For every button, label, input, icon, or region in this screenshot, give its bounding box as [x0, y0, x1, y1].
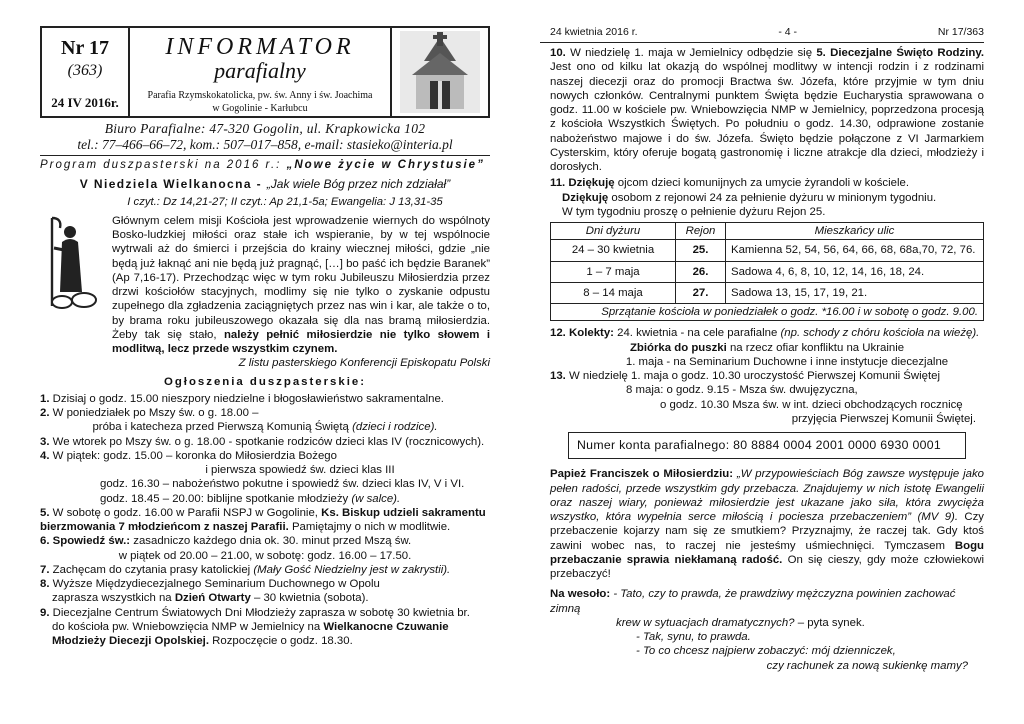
col-days: Dni dyżuru	[551, 223, 676, 240]
item-12: 12. Kolekty: 24. kwietnia - na cele parafialne (np. schody z chóru kościoła na wieżę).	[550, 327, 980, 340]
cell-days: 1 – 7 maja	[551, 261, 676, 282]
announcement-9-l3: Młodzieży Diecezji Opolskiej. Rozpoczęcie o godz. 18.30.	[52, 635, 353, 648]
bank-account: Numer konta parafialnego: 80 8884 0004 2001 0000 6930 0001	[568, 432, 966, 459]
item-11: 11. Dziękuję ojcom dzieci komunijnych za umycie żyrandoli w kościele.	[550, 177, 909, 190]
cell-days: 8 – 14 maja	[551, 282, 676, 303]
sunday-title: V Niedziela Wielkanocna - „Jak wiele Bóg przez nich zdziałał”	[79, 176, 451, 191]
joke-l3: - Tak, synu, to prawda.	[636, 631, 751, 644]
readings: I czyt.: Dz 14,21-27; II czyt.: Ap 21,1-5a; Ewangelia: J 13,31-35	[127, 195, 443, 208]
col-streets: Mieszkańcy ulic	[726, 223, 984, 240]
issue-number: Nr 17	[61, 37, 109, 59]
item-10: 10. W niedzielę 1. maja w Jemielnicy odbędzie się 5. Diecezjalne Święto Rodziny. Jest ono od kilku lat okazją do wspólnej modlitwy w intencji rodzin i z rodzinami naszej diecezji oraz do promocji Bractwa św. Józefa, które przyjmie w tym dniu nowych członków. Centralnymi punktem Święta będzie Eucharystia sprawowana o godz. 11.00 w kościele pw. Wniebowzięcia NMP w Jemielnicy, poprzedzona procesją z kościoła Wszystkich Świętych. Po południu o godz. 14.30, odprawione zostanie nabożeństwo majowe i do św. Józefa. Święto będzie połączone z VI Jarmarkiem Cysterskim, który oferuje bogatą gastronomię i liczne atrakcje dla dzieci, młodzieży i dorosłych.	[550, 47, 984, 174]
cell-streets: Sadowa 13, 15, 17, 19, 21.	[726, 282, 984, 303]
announcement-7: 7. Zachęcam do czytania prasy katolickiej (Mały Gość Niedzielny jest w zakrystii).	[40, 563, 451, 576]
item-13-l2: 8 maja: o godz. 9.15 - Msza św. dwujęzyczna,	[626, 384, 858, 397]
newsletter-subtitle: parafialny	[214, 58, 306, 83]
cleaning-note: Sprzątanie kościoła w poniedziałek o godz. *16.00 i w sobotę o godz. 9.00.	[551, 304, 984, 321]
cell-streets: Kamienna 52, 54, 56, 64, 66, 68, 68a,70, 72, 76.	[726, 240, 984, 261]
parish-name: Parafia Rzymskokatolicka, pw. św. Anny i św. Joachima w Gogolinie - Karłubcu	[147, 90, 373, 114]
intro-text: Głównym celem misji Kościoła jest wprowadzenie wiernych do wspólnoty Bosko-ludzkiej miłości oraz stałe ich wspieranie, by w tej wspólnocie wytrwali aż do śmierci i przejścia do krainy wiecznej miłości, gdzie „nie będą już łaknąć ani nie będą już pragnąć, […] bo paść ich będzie Baranek” (Ap 7,16-17). Przechodząc więc w tym roku Jubileuszu Miłosierdzia przez drzwi kościołów stacyjnych, modlimy się nie tylko o zyskanie odpustu zupełnego dla zgładzenia zaciągniętych przez nas win i kar, ale także o to, by brama roku jubileuszowego okazała się dla nas bramą miłosierdzia. Żeby tak się stało, należy pełnić miłosierdzie nie tylko słowem i modlitwą, lecz przede wszystkim czynem.	[112, 214, 490, 356]
item-12-l2: Zbiórka do puszki na rzecz ofiar konfliktu na Ukrainie	[629, 341, 905, 354]
item-12-l3: 1. maja - na Seminarium Duchowne i inne instytucje diecezjalne	[625, 355, 949, 368]
header-issue: Nr 17/363	[937, 26, 984, 38]
cell-days: 24 – 30 kwietnia	[551, 240, 676, 261]
announcement-1: 1. Dzisiaj o godz. 15.00 nieszpory niedzielne i błogosławieństwo sakramentalne.	[40, 392, 444, 405]
masthead	[40, 26, 490, 118]
duty-table-header	[551, 223, 984, 240]
col-region: Rejon	[676, 223, 726, 240]
joke-l2: krew w sytuacjach dramatycznych? – pyta synek.	[616, 616, 865, 629]
header-date: 24 kwietnia 2016 r.	[550, 26, 638, 38]
table-row	[551, 282, 984, 303]
pastoral-program: Program duszpasterski na 2016 r.: „Nowe życie w Chrystusie”	[40, 155, 490, 172]
announcement-6-l2: w piątek od 20.00 – 21.00, w sobotę: godz. 16.00 – 17.50.	[118, 549, 412, 562]
parish-office: Biuro Parafialne: 47-320 Gogolin, ul. Krapkowicka 102 tel.: 77–466–66–72, kom.: 507–017–858, e-mail: stasieko@interia.pl	[77, 121, 453, 153]
header-page-number: - 4 -	[778, 26, 798, 38]
right-page-body	[540, 46, 984, 673]
announcement-9: 9. Diecezjalne Centrum Światowych Dni Młodzieży zaprasza w sobotę 30 kwietnia br.	[40, 606, 470, 619]
title-box	[130, 28, 390, 116]
announcement-6: 6. Spowiedź św.: zasadniczo każdego dnia ok. 30. minut przed Mszą św.	[40, 535, 412, 548]
issue-date: 24 IV 2016r.	[51, 95, 119, 110]
issue-box	[42, 28, 130, 116]
pope-quote: Papież Franciszek o Miłosierdziu: „W przypowieściach Bóg zawsze występuje jako pełen radości, przede wszystkim gdy przebacza. Znajdujemy w nich istotę Ewangelii oraz naszej wiary, ponieważ miłosierdzie jest ukazane jako siła, która zwycięża wszystko, która wypełnia serce miłością i pociesza przebaczeniem” (MV 9). Czy przebaczenie kojarzy nam się ze smutkiem? Przyznajmy, że raczej tak. Gdy ktoś zawini wobec nas, to raczej nie jesteśmy uśmiechnięci. Tymczasem Bogu przebaczanie sprawia niekłamaną radość. On się cieszy, gdy może człowiekowi przebaczyć!	[550, 468, 984, 581]
cell-region: 26.	[676, 261, 726, 282]
cell-streets: Sadowa 4, 6, 8, 10, 12, 14, 16, 18, 24.	[726, 261, 984, 282]
announcement-4-l3: godz. 16.30 – nabożeństwo pokutne i spowiedź św. dzieci klas IV, V i VI.	[100, 478, 465, 491]
right-page-header	[540, 26, 984, 43]
good-shepherd-icon	[40, 214, 112, 357]
announcement-4-l4: godz. 18.45 – 20.00: biblijne spotkanie młodzieży (w salce).	[100, 492, 401, 505]
cell-region: 25.	[676, 240, 726, 261]
joke: Na wesoło: - Tato, czy to prawda, że prawdziwy mężczyzna powinien zachować zimną	[550, 588, 956, 615]
issue-total: (363)	[67, 62, 103, 79]
announcement-8-l2: zaprasza wszystkich na Dzień Otwarty – 30 kwietnia (sobota).	[52, 592, 369, 605]
announcement-9-l2: do kościoła pw. Wniebowzięcia NMP w Jemielnicy na Wielkanocne Czuwanie	[52, 620, 449, 633]
announcement-4-l2: i pierwsza spowiedź św. dzieci klas III	[205, 464, 395, 477]
announcement-4: 4. W piątek: godz. 15.00 – koronka do Miłosierdzia Bożego	[40, 449, 337, 462]
item-13: 13. W niedzielę 1. maja o godz. 10.30 uroczystość Pierwszej Komunii Świętej	[550, 370, 941, 383]
newsletter-title: INFORMATOR	[165, 34, 355, 60]
joke-l4: - To co chcesz najpierw zobaczyć: mój dzienniczek,	[636, 645, 896, 658]
table-row	[551, 261, 984, 282]
item-13-l4: przyjęcia Pierwszej Komunii Świętej.	[791, 412, 976, 425]
announcement-5: 5. W sobotę o godz. 16.00 w Parafii NSPJ w Gogolinie, Ks. Biskup udzieli sakramentu bierzmowania 7 młodzieńcom z naszej Parafii. Pamiętajmy o nich w modlitwie.	[40, 506, 486, 534]
joke-l5: czy rachunek za nową sukienkę mamy?	[766, 659, 968, 672]
sunday-intro	[40, 214, 490, 357]
table-row	[551, 240, 984, 261]
announcement-2-detail: próba i katecheza przed Pierwszą Komunią Świętą (dzieci i rodzice).	[92, 421, 438, 434]
item-13-l3: o godz. 10.30 Msza św. w int. dzieci obchodzących rocznicę	[660, 398, 963, 411]
announcement-2: 2. W poniedziałek po Mszy św. o g. 18.00 –	[40, 407, 259, 420]
right-page	[512, 0, 1024, 724]
item-11-l2: Dziękuję osobom z rejonowi 24 za pełnienie dyżuru w minionym tygodniu.	[562, 191, 937, 204]
church-icon	[390, 28, 488, 116]
item-11-l3: W tym tygodniu proszę o pełnienie dyżuru Rejon 25.	[562, 205, 826, 218]
cell-region: 27.	[676, 282, 726, 303]
table-footer-row	[551, 304, 984, 321]
intro-source: Z listu pasterskiego Konferencji Episkopatu Polski	[238, 357, 490, 370]
duty-table	[550, 222, 984, 321]
announcement-8: 8. Wyższe Międzydiecezjalnego Seminarium Duchownego w Opolu	[40, 578, 380, 591]
announcement-3: 3. We wtorek po Mszy św. o g. 18.00 - spotkanie rodziców dzieci klas IV (rocznicowych).	[40, 435, 485, 448]
announcements-heading: Ogłoszenia duszpasterskie:	[163, 375, 367, 388]
